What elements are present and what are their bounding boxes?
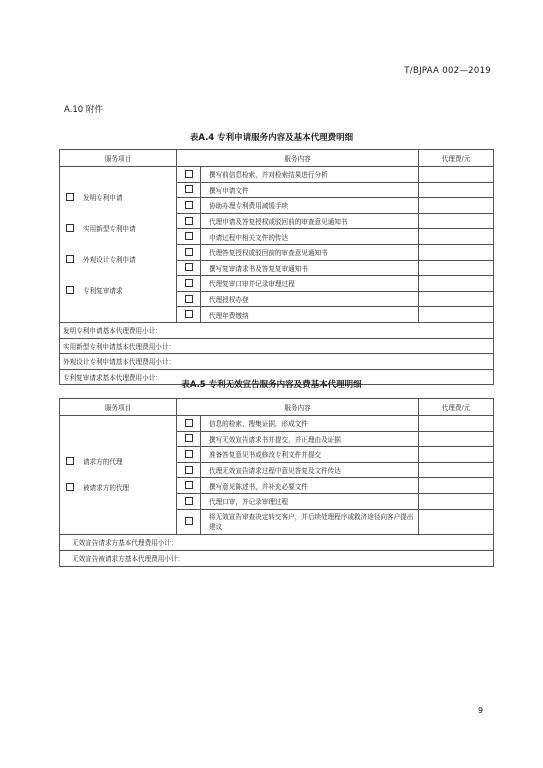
service-item-design: 外观设计专利申请 bbox=[66, 255, 176, 265]
content-checkbox-cell bbox=[177, 493, 201, 509]
checkbox[interactable] bbox=[66, 255, 74, 263]
service-content-item: 代理年费缴纳 bbox=[201, 307, 419, 323]
checkbox[interactable] bbox=[185, 419, 193, 427]
fee-cell[interactable] bbox=[419, 478, 494, 494]
subtotal-invention[interactable]: 发明专利申请基本代理费用小计： bbox=[60, 322, 494, 338]
service-content-item: 撰写无效宣告请求书并提交，并正理由及证据 bbox=[201, 431, 419, 447]
content-checkbox-cell bbox=[177, 182, 201, 198]
fee-cell[interactable] bbox=[419, 291, 494, 307]
service-content-item: 信息的检索、搜集证据，形成文件 bbox=[201, 416, 419, 432]
content-checkbox-cell bbox=[177, 213, 201, 229]
checkbox[interactable] bbox=[185, 232, 193, 240]
service-content-item: 撰写意见陈述书，并补充必要文件 bbox=[201, 478, 419, 494]
fee-cell[interactable] bbox=[419, 462, 494, 478]
checkbox[interactable] bbox=[185, 170, 193, 178]
service-item-respondent: 被请求方的代理 bbox=[66, 483, 176, 493]
fee-cell[interactable] bbox=[419, 182, 494, 198]
checkbox[interactable] bbox=[66, 193, 74, 201]
service-items-cell bbox=[60, 416, 177, 535]
fee-cell[interactable] bbox=[419, 229, 494, 245]
service-content-item: 协助办理专利费用减缓手续 bbox=[201, 198, 419, 214]
checkbox[interactable] bbox=[185, 466, 193, 474]
service-content-item: 代理申请及答复授权或驳回前的审查意见通知书 bbox=[201, 213, 419, 229]
header-fee: 代理费/元 bbox=[419, 150, 494, 167]
content-checkbox-cell bbox=[177, 462, 201, 478]
table-a4-title: 表A.4 专利申请服务内容及基本代理费明细 bbox=[189, 133, 354, 143]
table-a5-title: 表A.5 专利无效宣告服务内容及费基本代理明细 bbox=[181, 380, 362, 390]
fee-cell[interactable] bbox=[419, 493, 494, 509]
checkbox[interactable] bbox=[185, 201, 193, 209]
content-checkbox-cell bbox=[177, 478, 201, 494]
fee-cell[interactable] bbox=[419, 307, 494, 323]
header-service-item: 服务项目 bbox=[60, 150, 177, 167]
content-checkbox-cell bbox=[177, 244, 201, 260]
service-content-item: 代理复审口审并记录审理过程 bbox=[201, 276, 419, 292]
service-content-item: 撰写申请文件 bbox=[201, 182, 419, 198]
checkbox[interactable] bbox=[66, 286, 74, 294]
content-checkbox-cell bbox=[177, 447, 201, 463]
content-checkbox-cell bbox=[177, 509, 201, 534]
subtotal-design[interactable]: 外观设计专利申请基本代理费用小计： bbox=[60, 354, 494, 370]
header-service-content: 服务内容 bbox=[177, 150, 419, 167]
service-item-utility-model: 实用新型专利申请 bbox=[66, 224, 176, 234]
service-content-item: 撰写前信息检索，并对检索结果进行分析 bbox=[201, 167, 419, 183]
service-content-item: 申请过程中相关文件的传达 bbox=[201, 229, 419, 245]
checkbox[interactable] bbox=[185, 185, 193, 193]
service-items-cell bbox=[60, 167, 177, 323]
table-a5 bbox=[59, 398, 494, 567]
checkbox[interactable] bbox=[66, 457, 74, 465]
header-service-item: 服务项目 bbox=[60, 399, 177, 416]
fee-cell[interactable] bbox=[419, 244, 494, 260]
service-item-invention: 发明专利申请 bbox=[66, 193, 176, 203]
content-checkbox-cell bbox=[177, 198, 201, 214]
subtotal-reexamination[interactable]: 专利复审请求基本代理费用小计： bbox=[60, 369, 494, 385]
subtotal-utility-model[interactable]: 实用新型专利申请基本代理费用小计： bbox=[60, 338, 494, 354]
fee-cell[interactable] bbox=[419, 431, 494, 447]
checkbox[interactable] bbox=[185, 517, 193, 525]
service-item-requester: 请求方的代理 bbox=[66, 457, 176, 467]
service-content-item: 代理口审，并记录审理过程 bbox=[201, 493, 419, 509]
content-checkbox-cell bbox=[177, 229, 201, 245]
section-title: A.10 附件 bbox=[64, 105, 103, 115]
subtotal-respondent[interactable]: 无效宣告被请求方基本代理费用小计： bbox=[60, 550, 494, 566]
fee-cell[interactable] bbox=[419, 447, 494, 463]
checkbox[interactable] bbox=[185, 481, 193, 489]
service-content-item: 撰写复审请求书及答复复审通知书 bbox=[201, 260, 419, 276]
content-checkbox-cell bbox=[177, 307, 201, 323]
fee-cell[interactable] bbox=[419, 198, 494, 214]
checkbox[interactable] bbox=[185, 263, 193, 271]
service-item-reexamination: 专利复审请求 bbox=[66, 286, 176, 296]
fee-cell[interactable] bbox=[419, 260, 494, 276]
checkbox[interactable] bbox=[185, 279, 193, 287]
fee-cell[interactable] bbox=[419, 167, 494, 183]
table-a4 bbox=[59, 149, 494, 385]
content-checkbox-cell bbox=[177, 416, 201, 432]
service-content-item: 将无效宣告审查决定转交客户，并后续处理程序或救济途径向客户提出建议 bbox=[201, 509, 419, 534]
subtotal-requester[interactable]: 无效宣告请求方基本代理费用小计： bbox=[60, 534, 494, 550]
checkbox[interactable] bbox=[185, 497, 193, 505]
service-content-item: 代理答复授权或驳回前的审查意见通知书 bbox=[201, 244, 419, 260]
content-checkbox-cell bbox=[177, 431, 201, 447]
checkbox[interactable] bbox=[185, 295, 193, 303]
content-checkbox-cell bbox=[177, 167, 201, 183]
checkbox[interactable] bbox=[66, 483, 74, 491]
checkbox[interactable] bbox=[185, 434, 193, 442]
fee-cell[interactable] bbox=[419, 509, 494, 534]
service-content-item: 代理授权办登 bbox=[201, 291, 419, 307]
fee-cell[interactable] bbox=[419, 276, 494, 292]
service-content-item: 代理无效宣告请求过程中意见答复及文件传达 bbox=[201, 462, 419, 478]
checkbox[interactable] bbox=[185, 248, 193, 256]
header-fee: 代理费/元 bbox=[419, 399, 494, 416]
content-checkbox-cell bbox=[177, 276, 201, 292]
fee-cell[interactable] bbox=[419, 416, 494, 432]
page-number: 9 bbox=[478, 706, 484, 715]
checkbox[interactable] bbox=[66, 224, 74, 232]
checkbox[interactable] bbox=[185, 217, 193, 225]
document-code: T/BJPAA 002—2019 bbox=[404, 66, 491, 76]
checkbox[interactable] bbox=[185, 450, 193, 458]
header-service-content: 服务内容 bbox=[177, 399, 419, 416]
content-checkbox-cell bbox=[177, 291, 201, 307]
checkbox[interactable] bbox=[185, 310, 193, 318]
content-checkbox-cell bbox=[177, 260, 201, 276]
fee-cell[interactable] bbox=[419, 213, 494, 229]
service-content-item: 准备答复意见书或修改专利文件并提交 bbox=[201, 447, 419, 463]
